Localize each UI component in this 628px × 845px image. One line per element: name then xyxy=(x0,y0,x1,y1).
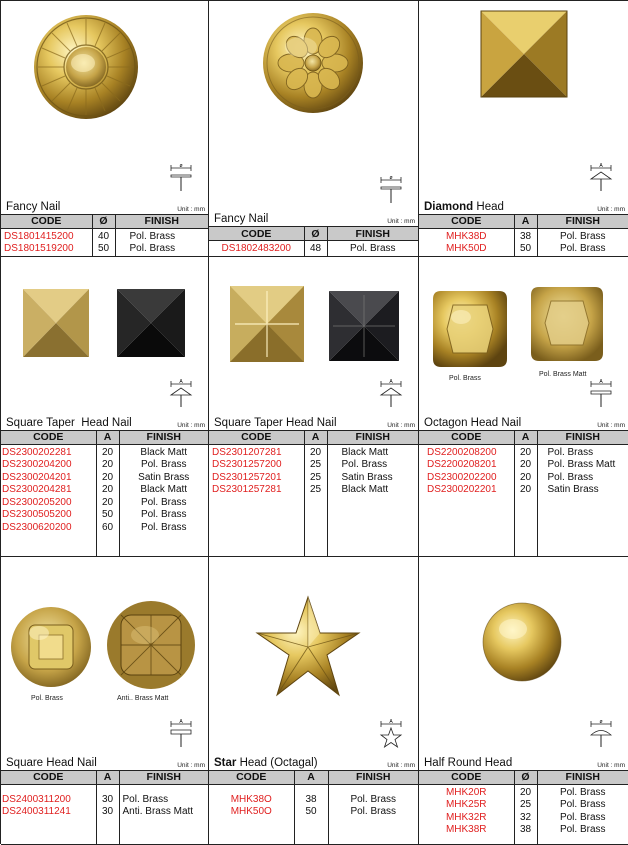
code-cell: DS2200208200 DS2200208201 DS2300202200 DS2300202201 xyxy=(427,446,497,496)
product-title-bar xyxy=(419,199,628,214)
flower-round-nail-icon xyxy=(261,11,365,115)
code-cell: MHK20R MHK25R MHK32R MHK38R xyxy=(445,786,487,836)
units-label: Unit : mm xyxy=(597,421,625,429)
product-image-area xyxy=(1,1,208,199)
col-header-code: CODE xyxy=(1,770,96,784)
svg-text:A: A xyxy=(179,718,183,725)
col-header-code: CODE xyxy=(419,770,514,784)
units-label: Unit : mm xyxy=(597,205,625,213)
col-header-code: CODE xyxy=(209,770,294,784)
square-taper-black-nail-icon xyxy=(115,287,187,359)
units-label: Unit : mm xyxy=(387,421,415,429)
octagon-head-matt-nail-icon xyxy=(529,285,605,363)
product-image-area xyxy=(1,257,208,415)
col-header-finish: FINISH xyxy=(537,770,628,784)
dimension-star-icon xyxy=(378,719,404,749)
diamond-pyramid-nail-icon xyxy=(477,7,571,101)
product-table xyxy=(209,430,418,557)
product-table xyxy=(209,226,418,256)
code-cell: DS2300202281 DS2300204200 DS2300204201 DS2300204281 DS2300205200 DS2300505200 DS2300620200 xyxy=(2,446,72,534)
product-title: Diamond Head xyxy=(424,200,504,213)
units-label: Unit : mm xyxy=(177,761,205,769)
product-title-bar xyxy=(1,755,208,770)
product-title-bar xyxy=(1,199,208,214)
dimension-diameter-icon xyxy=(588,719,614,749)
dimension-a-icon xyxy=(588,163,614,193)
product-image-area xyxy=(209,1,418,211)
product-title: Square Taper Head Nail xyxy=(6,416,132,429)
product-table xyxy=(419,214,628,256)
dim-cell: 20 20 20 20 xyxy=(514,444,537,556)
product-title: Star Head (Octagal) xyxy=(214,756,318,769)
col-header-code: CODE xyxy=(1,430,96,444)
square-taper-star-black-nail-icon xyxy=(327,289,401,363)
product-table xyxy=(419,770,628,845)
table-row xyxy=(209,784,418,844)
svg-text:A: A xyxy=(599,378,603,385)
col-header-dim: Ø xyxy=(514,770,537,784)
product-title-bar xyxy=(209,415,418,430)
table-row xyxy=(419,444,628,556)
dimension-a-icon xyxy=(378,379,404,409)
col-header-dim: Ø xyxy=(92,214,115,228)
product-cell-diamond-head xyxy=(419,1,628,257)
units-label: Unit : mm xyxy=(177,421,205,429)
finish-caption: Pol. Brass Matt xyxy=(539,371,587,378)
table-row xyxy=(209,241,418,256)
code-cell: MHK38D MHK50D xyxy=(445,230,487,255)
dimension-diameter-icon xyxy=(168,163,194,193)
code-cell: DS1802483200 xyxy=(221,243,291,255)
square-taper-nail-icon xyxy=(21,287,91,359)
col-header-code: CODE xyxy=(1,214,92,228)
col-header-dim: A xyxy=(96,430,119,444)
dimension-diameter-icon xyxy=(378,175,404,205)
col-header-finish: FINISH xyxy=(119,430,208,444)
product-title-bar xyxy=(209,755,418,770)
product-image-area xyxy=(419,1,628,199)
col-header-dim: A xyxy=(514,214,537,228)
dim-cell: 20 25 25 25 xyxy=(304,444,327,556)
dim-cell: 38 50 xyxy=(514,228,537,256)
svg-text:A: A xyxy=(389,718,393,725)
finish-caption: Pol. Brass xyxy=(449,375,481,382)
product-table xyxy=(1,214,208,256)
col-header-code: CODE xyxy=(419,214,514,228)
product-title-bar xyxy=(209,211,418,226)
col-header-dim: A xyxy=(304,430,327,444)
dimension-a-icon xyxy=(588,379,614,409)
square-head-antique-nail-icon xyxy=(105,599,197,691)
units-label: Unit : mm xyxy=(387,761,415,769)
square-taper-star-nail-icon xyxy=(229,285,305,363)
dim-cell: 20 25 32 38 xyxy=(514,784,537,844)
svg-text:A: A xyxy=(389,378,393,385)
table-row xyxy=(419,228,628,256)
col-header-finish: FINISH xyxy=(119,770,208,784)
col-header-dim: A xyxy=(514,430,537,444)
product-table xyxy=(1,770,208,845)
code-cell: MHK38O MHK50O xyxy=(230,793,272,818)
dimension-a-icon xyxy=(168,379,194,409)
octagon-head-nail-icon xyxy=(431,289,509,369)
col-header-dim: Ø xyxy=(304,227,327,241)
product-table xyxy=(419,430,628,557)
col-header-code: CODE xyxy=(209,227,304,241)
svg-text:A: A xyxy=(599,162,603,169)
units-label: Unit : mm xyxy=(597,761,625,769)
col-header-finish: FINISH xyxy=(537,214,628,228)
table-row xyxy=(1,444,208,556)
product-image-area xyxy=(209,557,418,755)
code-cell: DS2301207281 DS2301257200 DS2301257201 DS2301257281 xyxy=(212,446,282,496)
product-cell-square-taper-plain xyxy=(1,257,209,557)
table-row xyxy=(419,784,628,844)
finish-cell: Black Matt Pol. Brass Satin Brass Black Matt xyxy=(327,444,418,556)
product-cell-square-taper-star xyxy=(209,257,419,557)
product-title: Square Head Nail xyxy=(6,756,97,769)
finish-cell: Pol. Brass Pol. Brass xyxy=(537,228,628,256)
product-title: Square Taper Head Nail xyxy=(214,416,337,429)
product-image-area xyxy=(419,257,628,415)
product-cell-octagon-head xyxy=(419,257,628,557)
product-cell-star-head xyxy=(209,557,419,845)
product-title-bar xyxy=(1,415,208,430)
finish-cell: Pol. Brass Pol. Brass xyxy=(328,784,418,844)
table-row xyxy=(209,444,418,556)
svg-text:ø: ø xyxy=(179,162,183,169)
col-header-finish: FINISH xyxy=(537,430,628,444)
svg-text:ø: ø xyxy=(389,175,393,182)
finish-cell: Pol. Brass Pol. Brass Pol. Brass Pol. Brass xyxy=(537,784,628,844)
finish-cell: Black Matt Pol. Brass Satin Brass Black Matt Pol. Brass Pol. Brass Pol. Brass xyxy=(119,444,208,556)
code-cell: DS1801415200 DS1801519200 xyxy=(4,230,74,255)
square-head-nail-icon xyxy=(9,605,93,689)
col-header-finish: FINISH xyxy=(327,430,418,444)
finish-cell: Pol. Brass Pol. Brass xyxy=(115,228,208,256)
product-table xyxy=(209,770,418,845)
product-title: Octagon Head Nail xyxy=(424,416,522,429)
product-title-bar xyxy=(419,415,628,430)
col-header-finish: FINISH xyxy=(327,227,418,241)
product-cell-half-round-head xyxy=(419,557,628,845)
star-head-nail-icon xyxy=(255,595,361,699)
units-label: Unit : mm xyxy=(387,218,415,226)
product-cell-square-head xyxy=(1,557,209,845)
col-header-dim: A xyxy=(294,770,328,784)
fluted-round-nail-icon xyxy=(31,13,141,121)
dimension-a-icon xyxy=(168,719,194,749)
dim-cell: 20 20 20 20 20 50 60 xyxy=(96,444,119,556)
col-header-finish: FINISH xyxy=(115,214,208,228)
finish-caption: Anti.. Brass Matt xyxy=(117,695,169,702)
svg-text:ø: ø xyxy=(599,718,603,725)
code-cell: DS2400311200 DS2400311241 xyxy=(2,793,71,818)
product-title: Half Round Head xyxy=(424,756,513,769)
col-header-code: CODE xyxy=(209,430,304,444)
dim-cell: 40 50 xyxy=(92,228,115,256)
finish-cell: Pol. Brass Pol. Brass Matt Pol. Brass Satin Brass xyxy=(537,444,628,556)
table-row xyxy=(1,784,208,844)
product-title: Fancy Nail xyxy=(6,200,61,213)
product-title: Fancy Nail xyxy=(214,213,269,226)
col-header-finish: FINISH xyxy=(328,770,418,784)
half-round-nail-icon xyxy=(481,601,563,683)
dim-cell: 48 xyxy=(304,241,327,256)
units-label: Unit : mm xyxy=(177,205,205,213)
finish-caption: Pol. Brass xyxy=(31,695,63,702)
product-table xyxy=(1,430,208,557)
svg-text:A: A xyxy=(179,378,183,385)
product-image-area xyxy=(209,257,418,415)
finish-cell: Pol. Brass xyxy=(327,241,418,256)
product-cell-fancy-nail-fluted xyxy=(1,1,209,257)
dim-cell: 30 30 xyxy=(96,784,119,844)
product-cell-fancy-nail-flower xyxy=(209,1,419,257)
product-title-bar xyxy=(419,755,628,770)
product-image-area xyxy=(419,557,628,755)
finish-cell: Pol. Brass Anti. Brass Matt xyxy=(119,784,208,844)
table-row xyxy=(1,228,208,256)
col-header-dim: A xyxy=(96,770,119,784)
dim-cell: 38 50 xyxy=(294,784,328,844)
product-image-area xyxy=(1,557,208,755)
col-header-code: CODE xyxy=(419,430,514,444)
